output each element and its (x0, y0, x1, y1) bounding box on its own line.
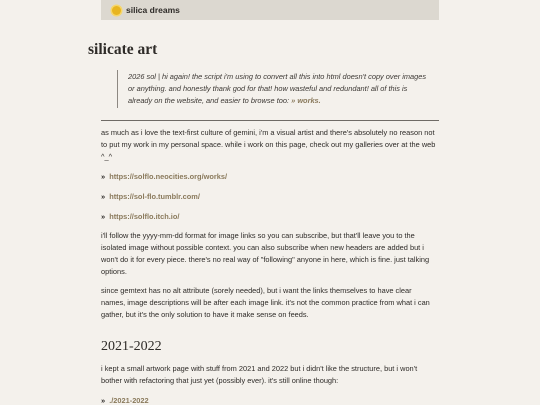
works-link[interactable] (291, 96, 321, 105)
gallery-link-label: https://sol-flo.tumblr.com/ (109, 192, 200, 201)
site-brand-link[interactable]: silica dreams (126, 5, 180, 15)
link-arrow: » (101, 192, 106, 201)
link-arrow: » (101, 212, 106, 221)
works-link-label: works. (297, 96, 321, 105)
link-arrow: » (291, 96, 296, 105)
alt-text-paragraph: since gemtext has no alt attribute (sorely needed), but i want the links themselves to have clear names, image descriptions will be after each image link. it's not the common practice from what i can gather, but it's the only solution to have it make sense on feeds. (101, 286, 430, 319)
sun-icon (112, 6, 121, 15)
section-heading-2021-2022: 2021-2022 (101, 339, 162, 354)
link-arrow: » (101, 172, 106, 181)
author-note (117, 70, 427, 108)
main-content (88, 36, 439, 405)
intro-paragraph: as much as i love the text-first culture of gemini, i'm a visual artist and there's absolutely no reason not to put my work in my personal space. while i work on this page, check out my galleries over at the web ^_^ (101, 128, 436, 161)
archive-link-label: ./2021-2022 (109, 396, 149, 405)
gallery-link-tumblr[interactable] (101, 191, 439, 203)
page-title: silicate art (88, 41, 158, 58)
gallery-link-itch[interactable] (101, 211, 439, 223)
author-note-text: 2026 sol | hi again! the script i'm using to convert all this into html doesn't copy over images or anything. and honestly thank god for that! how wasteful and redundant! all of this is already on the website, and easier to browse too: (128, 72, 427, 105)
gallery-link-neocities[interactable] (101, 171, 439, 183)
archive-link-2021-2022[interactable] (101, 395, 439, 405)
divider (101, 120, 439, 121)
site-header (101, 0, 439, 20)
gallery-link-label: https://solflo.itch.io/ (109, 212, 180, 221)
section-2021-paragraph: i kept a small artwork page with stuff from 2021 and 2022 but i didn't like the structure, but i won't bother with refactoring that just yet (possibly ever). it's still online though: (101, 364, 418, 385)
feeds-paragraph: i'll follow the yyyy-mm-dd format for image links so you can subscribe, but that'll leave you to the isolated image without possible context. you can also subscribe when new headers are added but i won't do it for every piece. there's no real way of "following" anyone in here, which is fine. just talking options. (101, 231, 430, 276)
gallery-link-label: https://solflo.neocities.org/works/ (109, 172, 228, 181)
link-arrow: » (101, 396, 106, 405)
